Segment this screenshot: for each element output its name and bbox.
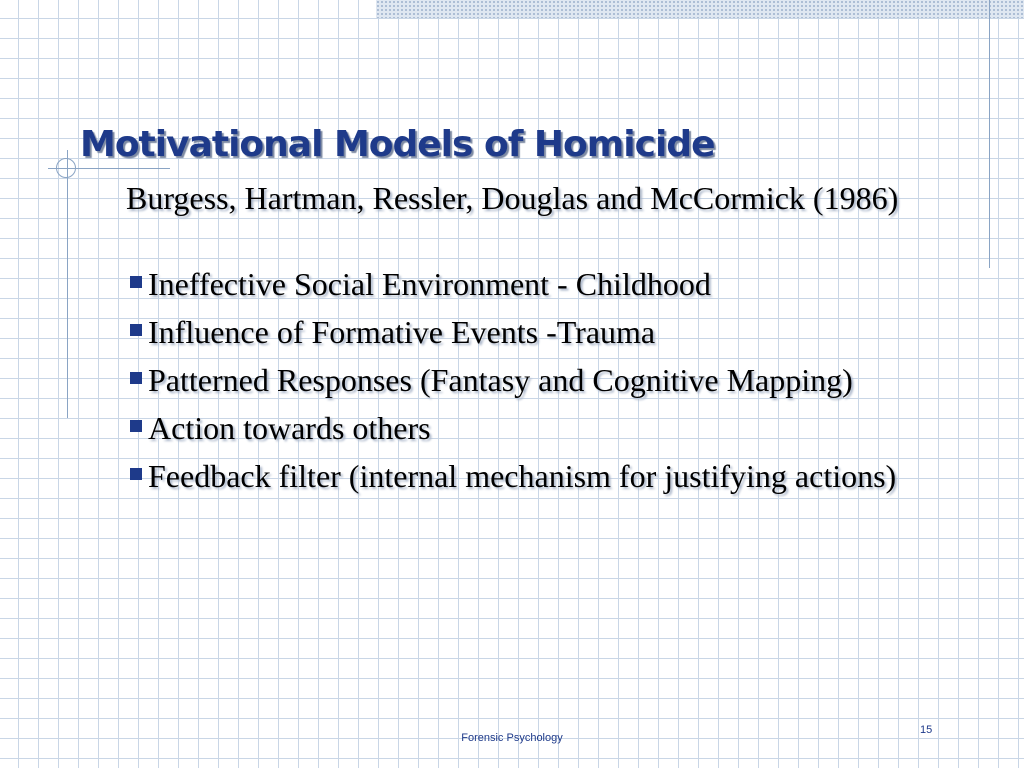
bullet-item [126,410,956,446]
top-decorative-band [376,0,1024,18]
bullet-square-icon [130,468,142,480]
title-decorative-circle [56,158,76,178]
bullet-text: Influence of Formative Events -Trauma [148,314,656,350]
bullet-text: Feedback filter (internal mechanism for justifying actions) [148,458,897,494]
intro-citation: Burgess, Hartman, Ressler, Douglas and McCormick (1986) [126,180,899,216]
bullet-text: Ineffective Social Environment - Childhood [148,266,711,302]
slide-content [126,180,956,506]
bullet-text: Patterned Responses (Fantasy and Cognitive Mapping) [148,362,853,398]
bullet-item [126,362,956,398]
slide-number: 15 [920,724,933,736]
left-decorative-line [67,150,68,418]
slide-title: Motivational Models of Homicide [80,124,715,165]
bullet-square-icon [130,372,142,384]
footer-text: Forensic Psychology [461,732,563,744]
bullet-list [126,266,956,494]
bullet-item [126,266,956,302]
bullet-text: Action towards others [148,410,431,446]
bullet-square-icon [130,276,142,288]
bullet-item [126,458,956,494]
bullet-square-icon [130,324,142,336]
bullet-square-icon [130,420,142,432]
bullet-item [126,314,956,350]
right-decorative-line [989,0,990,268]
